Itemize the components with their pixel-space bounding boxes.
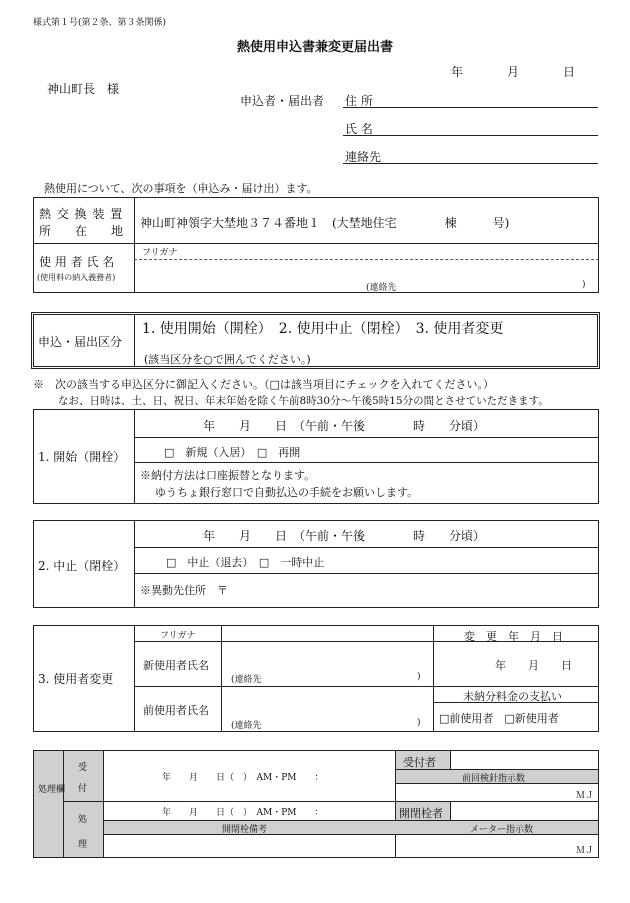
category-options[interactable]: 1. 使用開始（開栓） 2. 使用中止（閉栓） 3. 使用者変更 [142, 321, 504, 337]
prev-user-label: 前使用者氏名 [143, 704, 209, 717]
page-title: 熱使用申込書兼変更届出書 [236, 40, 393, 55]
new-user-label: 新使用者氏名 [143, 659, 209, 672]
prev-meter-unit: ＭＪ [576, 791, 595, 801]
notice-2: なお、日時は、土、日、祝日、年末年始を除く午前8時30分～午後5時15分の間とさせていただきます。 [58, 395, 549, 407]
received-label-1: 受 [78, 763, 88, 773]
new-user-contact[interactable]: (連絡先 [231, 675, 262, 685]
stop-checks[interactable]: □ 中止（退去） □ 一時中止 [166, 556, 325, 569]
user-contact[interactable]: (連絡先 [366, 283, 397, 293]
start-note-1: ※納付方法は口座振替となります。 [140, 469, 316, 482]
addressee: 神山町長 様 [47, 82, 120, 96]
processing-label: 処理欄 [38, 785, 66, 795]
unpaid-label: 未納分料金の支払い [463, 690, 562, 703]
start-checks[interactable]: □ 新規（入居） □ 再開 [164, 446, 301, 459]
date-day: 日 [563, 65, 576, 79]
processed-datetime[interactable]: 年 月 日（ ） AM・PM ： [162, 808, 324, 818]
change-date[interactable]: 年 月 日 [495, 659, 572, 672]
prev-user-contact[interactable]: (連絡先 [231, 721, 262, 731]
processed-label-1: 処 [78, 815, 88, 825]
name-field[interactable] [343, 135, 598, 136]
user-label: 使 用 者 氏 名 [39, 255, 115, 269]
processing-table [33, 750, 599, 858]
start-datetime[interactable]: 年 月 日 （午前・午後 時 分頃） [203, 419, 486, 433]
forwarding-address[interactable]: ※異動先住所 〒 [140, 584, 228, 597]
notice-1: ※ 次の該当する申込区分に御記入ください。（□は該当項目にチェックを入れてください。） [33, 378, 495, 391]
change-furigana: フリガナ [160, 631, 196, 641]
meter-unit: ＭＪ [576, 846, 595, 856]
receiver-label: 受付者 [403, 756, 436, 769]
date-month: 月 [507, 65, 520, 79]
device-label-1: 熱 交 換 装 置 [39, 207, 124, 221]
section-change-label: 3. 使用者変更 [38, 672, 114, 686]
user-contact-close: ) [582, 280, 586, 290]
start-note-2: ゆうちょ銀行窓口で自動払込の手続をお願いします。 [155, 486, 419, 499]
date-year: 年 [451, 65, 464, 79]
section-stop-label: 2. 中止（閉栓） [38, 559, 126, 573]
applicant-label: 申込者・届出者 [240, 94, 325, 108]
unpaid-options[interactable]: □前使用者 □新使用者 [439, 712, 559, 725]
meter-label: メーター指示数 [470, 825, 534, 835]
category-note: (該当区分を○で囲んでください。) [144, 353, 311, 366]
contact-label: 連絡先 [345, 150, 382, 164]
operator-label: 開閉栓者 [399, 807, 443, 820]
category-label: 申込・届出区分 [38, 335, 123, 349]
address-field[interactable] [343, 107, 598, 108]
address-label: 住 所 [345, 94, 373, 108]
received-datetime[interactable]: 年 月 日（ ） AM・PM ： [162, 773, 324, 783]
section-start-label: 1. 開始（開栓） [38, 450, 126, 464]
name-label: 氏 名 [345, 122, 373, 136]
form-number: 様式第１号(第２条、第３条関係) [33, 18, 167, 28]
stop-datetime[interactable]: 年 月 日 （午前・午後 時 分頃） [203, 529, 486, 543]
device-location[interactable]: 神山町神領字大埜地３７４番地１ (大埜地住宅 棟 号) [140, 216, 510, 230]
remarks-label: 開閉栓備考 [222, 825, 268, 835]
received-label-2: 付 [78, 784, 88, 794]
user-furigana: フリガナ [142, 248, 178, 258]
change-date-label: 変 更 年 月 日 [464, 630, 563, 643]
prev-meter-label: 前回検針指示数 [462, 774, 526, 784]
intro-text: 熱使用について、次の事項を（申込み・届け出）ます。 [44, 182, 318, 195]
prev-user-contact-close: ) [417, 718, 421, 728]
device-label-2: 所 在 地 [39, 224, 124, 238]
new-user-contact-close: ) [417, 672, 421, 682]
processed-label-2: 理 [78, 840, 88, 850]
contact-field[interactable] [343, 163, 598, 164]
user-sublabel: (使用料の納入義務者) [37, 273, 116, 282]
